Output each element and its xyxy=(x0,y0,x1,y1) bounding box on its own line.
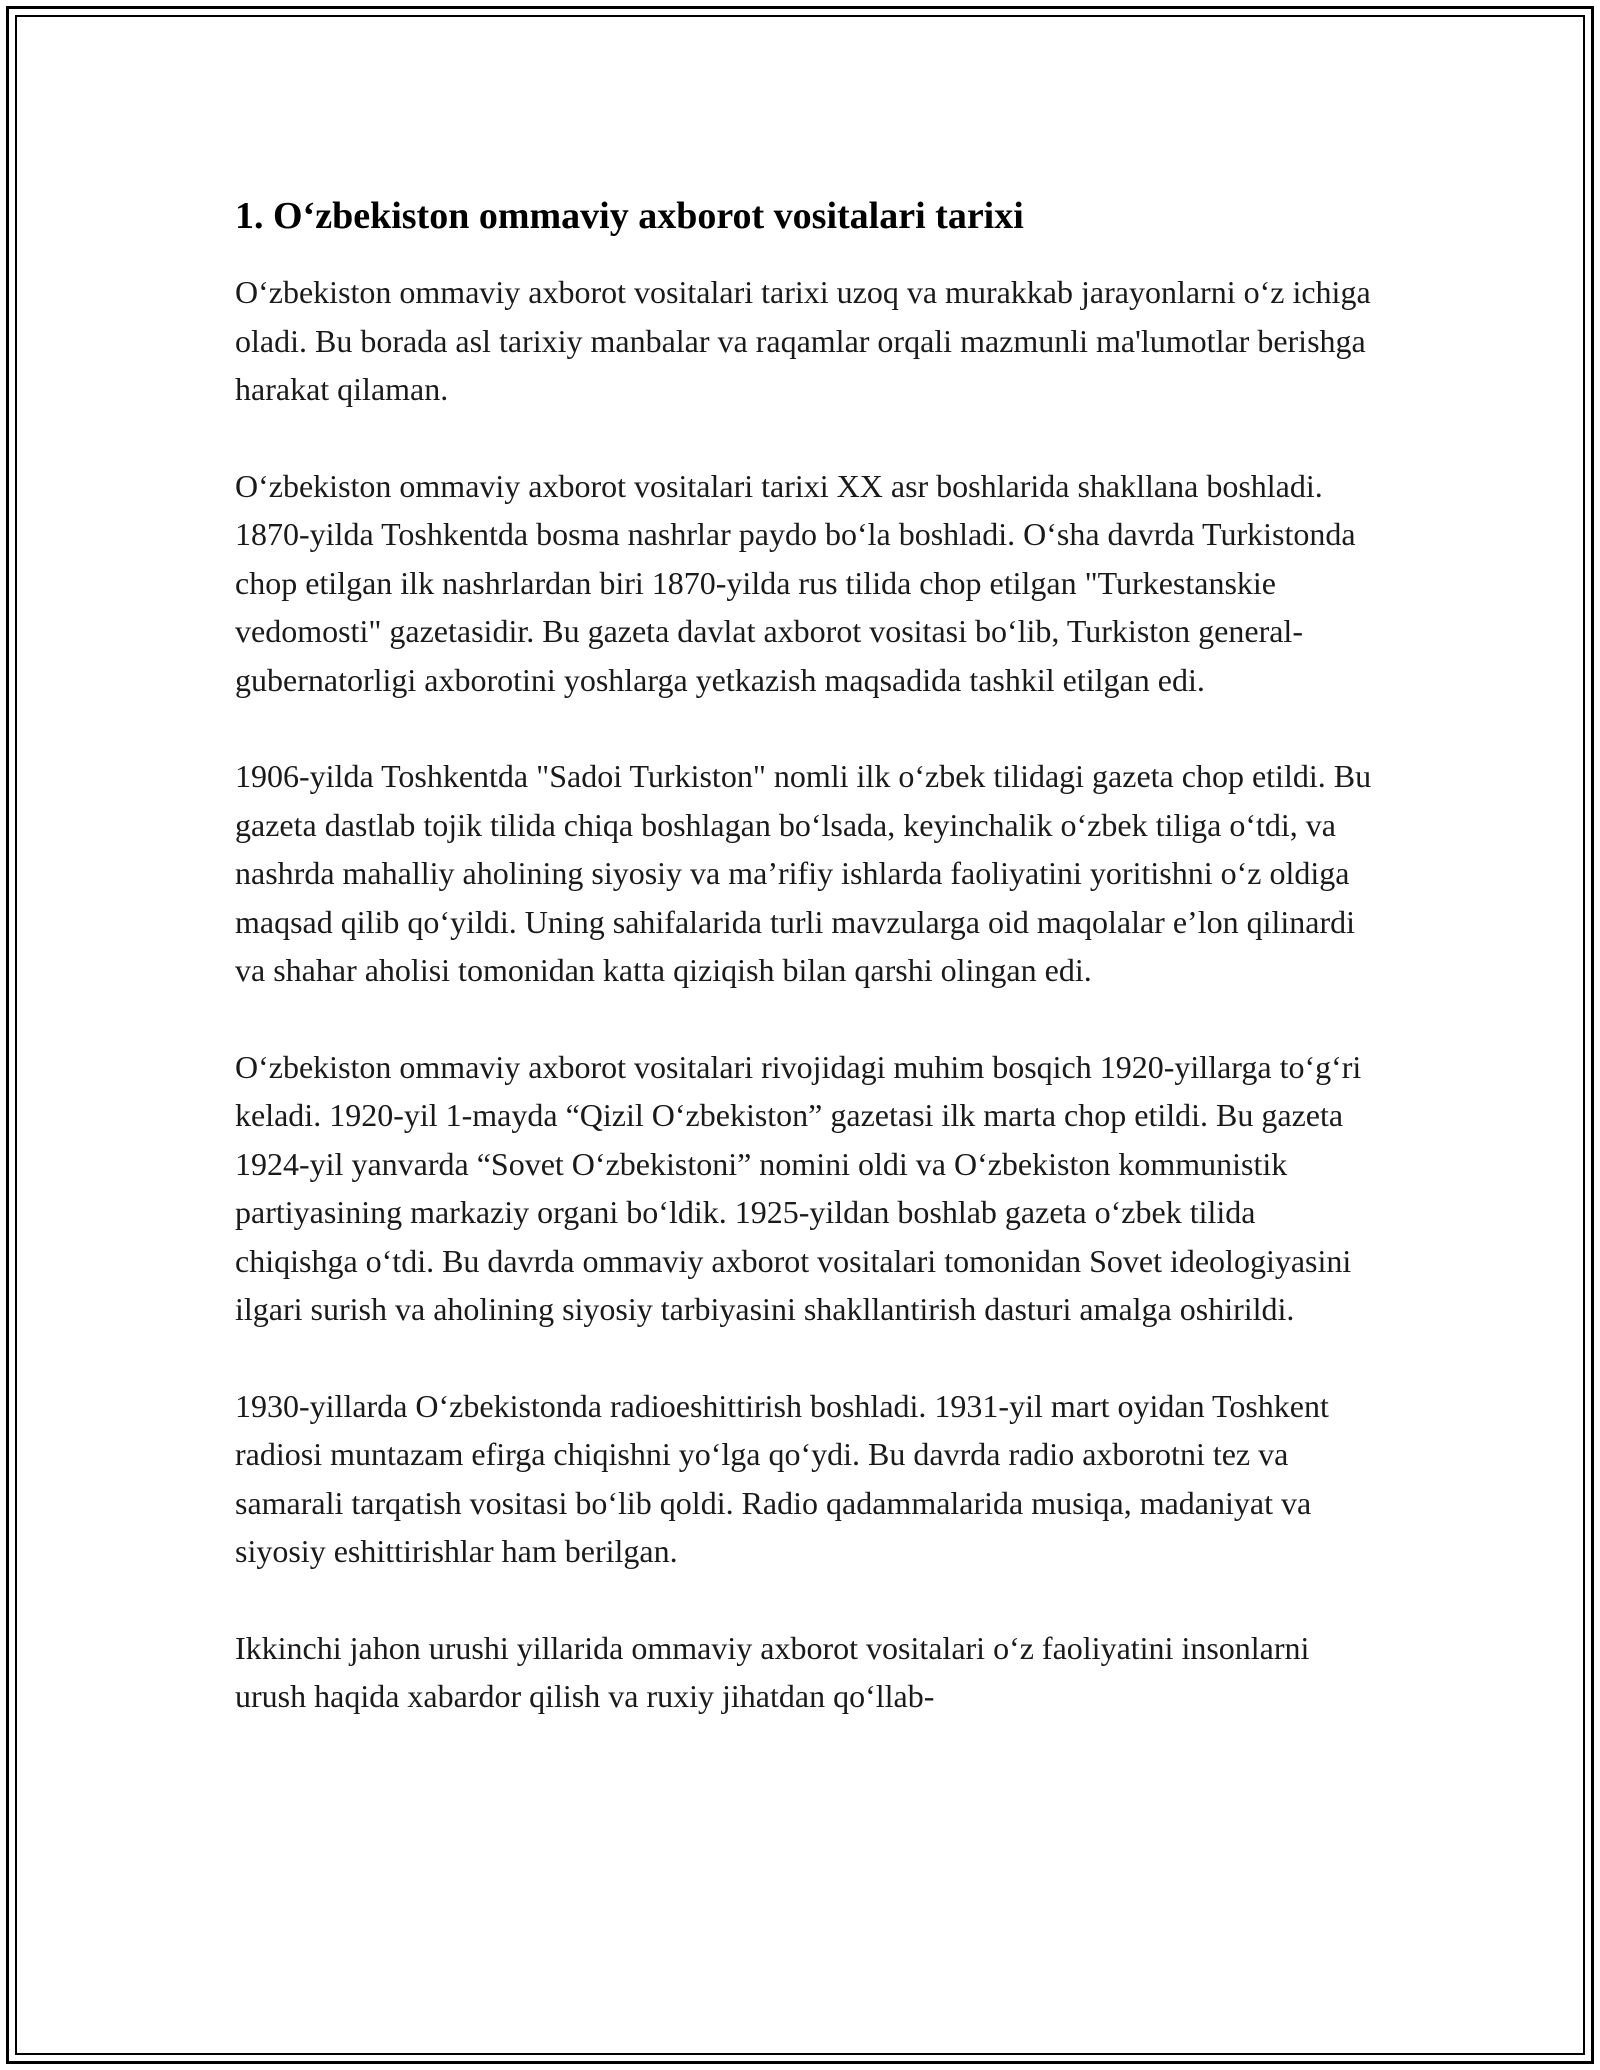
paragraph-early-press: O‘zbekiston ommaviy axborot vositalari tarixi XX asr boshlarida shakllana boshladi. 1870-yilda Toshkentda bosma nashrlar paydo bo‘la boshladi. O‘sha davrda Turkistonda chop etilgan ilk nashrlardan biri 1870-yilda rus tilida chop etilgan "Turkestanskie vedomosti" gazetasidir. Bu gazeta davlat axborot vositasi bo‘lib, Turkiston general-gubernatorligi axborotini yoshlarga yetkazish maqsadida tashkil etilgan edi. xyxy=(235,467,1356,698)
paragraph-ww2: Ikkinchi jahon urushi yillarida ommaviy axborot vositalari o‘z faoliyatini insonlarni urush haqida xabardor qilish va ruxiy jihatdan qo‘llab- xyxy=(235,1629,1310,1714)
paragraph-sadoi-turkiston: 1906-yilda Toshkentda "Sadoi Turkiston" nomli ilk o‘zbek tilidagi gazeta chop etildi. Bu gazeta dastlab tojik tilida chiqa boshlagan bo‘lsada, keyinchalik o‘zbek tiliga o‘tdi, va nashrda mahalliy aholining siyosiy va ma’rifiy ishlarda faoliyatini yoritishni o‘z oldiga maqsad qilib qo‘yildi. Uning sahifalarida turli mavzularga oid maqolalar e’lon qilinardi va shahar aholisi tomonidan katta qiziqish bilan qarshi olingan edi. xyxy=(235,758,1372,988)
paragraph-1920s: O‘zbekiston ommaviy axborot vositalari rivojidagi muhim bosqich 1920-yillarga to‘g‘ri keladi. 1920-yil 1-mayda “Qizil O‘zbekiston” gazetasi ilk marta chop etildi. Bu gazeta 1924-yil yanvarda “Sovet O‘zbekistoni” nomini oldi va O‘zbekiston kommunistik partiyasining markaziy organi bo‘ldik. 1925-yildan boshlab gazeta o‘zbek tilida chiqishga o‘tdi. Bu davrda ommaviy axborot vositalari tomonidan Sovet ideologiyasini ilgari surish va aholining siyosiy tarbiyasini shakllantirish dasturi amalga oshirildi. xyxy=(235,1048,1362,1327)
paragraph-radio: 1930-yillarda O‘zbekistonda radioeshittirish boshladi. 1931-yil mart oyidan Toshkent radiosi muntazam efirga chiqishni yo‘lga qo‘ydi. Bu davrda radio axborotni tez va samarali tarqatish vositasi bo‘lib qoldi. Radio qadammalarida musiqa, madaniyat va siyosiy eshittirishlar ham berilgan. xyxy=(235,1387,1329,1569)
paragraph-intro: O‘zbekiston ommaviy axborot vositalari tarixi uzoq va murakkab jarayonlarni o‘z ichiga oladi. Bu borada asl tarixiy manbalar va raqamlar orqali mazmunli ma'lumotlar berishga harakat qilaman. xyxy=(235,274,1371,407)
document-body xyxy=(235,188,1375,1721)
section-heading: 1. O‘zbekiston ommaviy axborot vositalari tarixi xyxy=(235,195,1024,237)
